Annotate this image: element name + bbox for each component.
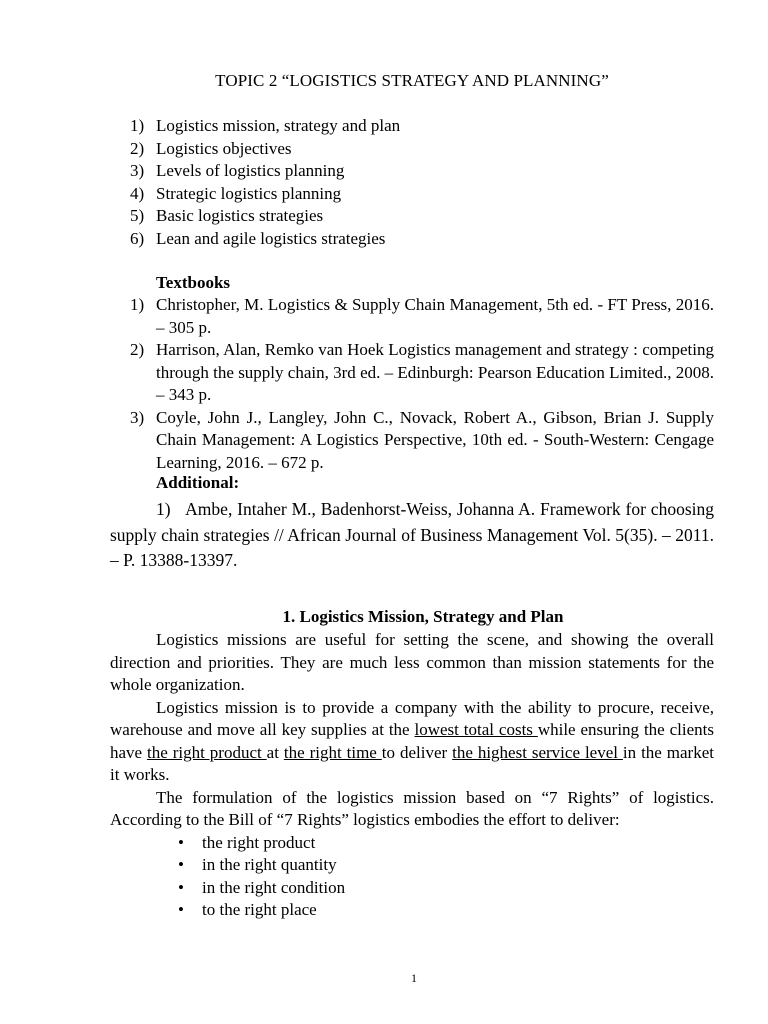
mission-text: in the market it works. (110, 742, 714, 784)
seven-rights-list (110, 832, 714, 922)
outline-item-text: Logistics mission, strategy and plan (156, 116, 401, 135)
page-number: 1 (411, 971, 417, 985)
page-title: TOPIC 2 “LOGISTICS STRATEGY AND PLANNING” (215, 71, 609, 90)
textbooks-list (130, 294, 714, 474)
mission-text: to deliver (381, 742, 453, 762)
outline-item-number: 6) (130, 228, 145, 248)
outline-item (130, 115, 690, 138)
list-item-text: in the right quantity (202, 855, 337, 874)
list-item (110, 877, 714, 900)
outline-item-number: 5) (130, 206, 145, 225)
mission-text: Logistics mission is to provide a company with the ability to procure, receive, warehouse and move all key supplies at the (110, 697, 714, 739)
list-item (110, 899, 714, 922)
mission-emphasis: the right time (283, 742, 382, 762)
textbook-number: 1) (130, 295, 145, 314)
bullet-icon: • (178, 900, 184, 919)
bullet-icon: • (178, 832, 184, 852)
paragraph-intro: Logistics missions are useful for setting the scene, and showing the overall direction and priorities. They are much less common than mission statements for the whole organization. (110, 630, 714, 694)
mission-emphasis: the right product (147, 742, 267, 762)
outline-item-text: Lean and agile logistics strategies (156, 228, 386, 248)
outline-item-number: 3) (130, 161, 145, 180)
list-item-text: to the right place (202, 900, 317, 919)
outline-item-number: 2) (130, 138, 145, 158)
additional-reference-citation: Ambe, Intaher M., Badenhorst-Weiss, Johanna A. Framework for choosing supply chain strategies // African Journal of Business Management Vol. 5(35). – 2011. – P. 13388-13397. (110, 499, 714, 570)
outline-item (130, 183, 690, 206)
textbook-item (130, 407, 714, 475)
outline-item-text: Basic logistics strategies (156, 206, 324, 225)
outline-item (130, 205, 690, 228)
section-body (110, 629, 714, 922)
outline-item (130, 138, 690, 161)
outline-item-number: 1) (130, 116, 145, 135)
mission-text: at (266, 742, 284, 762)
additional-heading: Additional: (156, 473, 240, 492)
textbook-item (130, 339, 714, 407)
bullet-icon: • (178, 877, 184, 897)
list-item (110, 832, 714, 855)
section-heading: 1. Logistics Mission, Strategy and Plan (282, 607, 564, 626)
outline-item-text: Levels of logistics planning (156, 161, 345, 180)
mission-emphasis: lowest total costs (414, 720, 538, 739)
textbooks-heading: Textbooks (156, 273, 231, 292)
list-item-text: in the right condition (202, 877, 346, 897)
textbook-citation: Christopher, M. Logistics & Supply Chain Management, 5th ed. - FT Press, 2016. – 305 p. (156, 295, 714, 337)
topic-outline-list (130, 115, 690, 250)
textbook-citation: Harrison, Alan, Remko van Hoek Logistics management and strategy : competing through the supply chain, 3rd ed. – Edinburgh: Pearson Education Limited., 2008. – 343 p. (156, 340, 714, 404)
outline-item-text: Logistics objectives (156, 138, 292, 158)
textbook-citation: Coyle, John J., Langley, John C., Novack, Robert A., Gibson, Brian J. Supply Chain Management: A Logistics Perspective, 10th ed. - South-Western: Cengage Learning, 2016. – 672 p. (156, 407, 714, 472)
additional-reference-number: 1) (156, 499, 171, 519)
additional-reference (110, 497, 714, 574)
textbook-number: 3) (130, 407, 145, 427)
outline-item (130, 228, 690, 251)
outline-item-number: 4) (130, 183, 145, 203)
paragraph-mission (110, 697, 714, 787)
paragraph-seven-rights: The formulation of the logistics mission based on “7 Rights” of logistics. According to the Bill of “7 Rights” logistics embodies the effort to deliver: (110, 787, 714, 829)
bullet-icon: • (178, 855, 184, 874)
mission-emphasis: the highest service level (452, 742, 623, 762)
outline-item (130, 160, 690, 183)
textbook-number: 2) (130, 340, 145, 359)
textbook-item (130, 294, 714, 339)
mission-text: while ensuring the clients have (110, 720, 714, 762)
outline-item-text: Strategic logistics planning (156, 183, 342, 203)
list-item-text: the right product (202, 832, 316, 852)
list-item (110, 854, 714, 877)
